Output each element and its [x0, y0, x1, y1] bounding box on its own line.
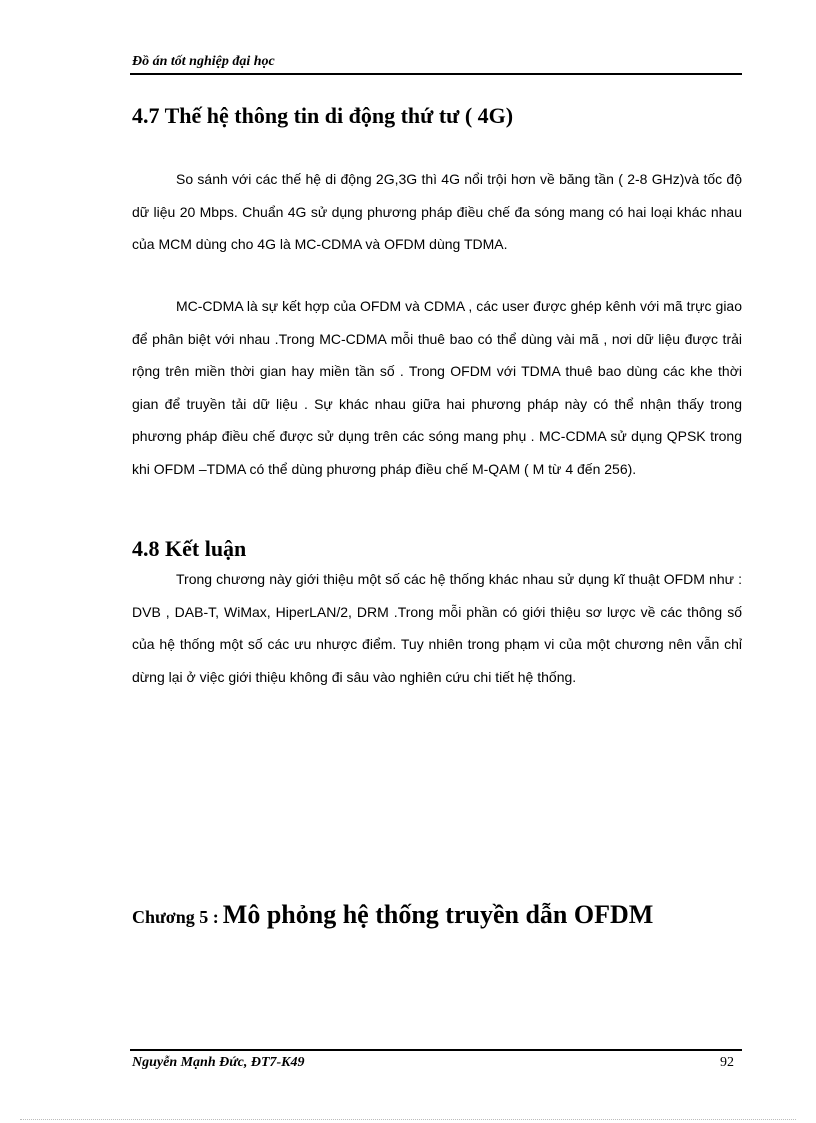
chapter-title: Mô phỏng hệ thống truyền dẫn OFDM [222, 900, 654, 929]
section-4-7-paragraph-2: MC-CDMA là sự kết hợp của OFDM và CDMA , các user được ghép kênh với mã trực giao để phân biệt với nhau .Trong MC-CDMA mỗi thuê bao có thể dùng vài mã , nơi dữ liệu được trải rộng trên miền thời gian hay miền tần số . Trong OFDM với TDMA thuê bao dùng các khe thời gian để truyền tải dữ liệu . Sự khác nhau giữa hai phương pháp này có thể nhận thấy trong phương pháp điều chế được sử dụng trên các sóng mang phụ . MC-CDMA sử dụng QPSK trong khi OFDM –TDMA có thể dùng phương pháp điều chế M-QAM ( M từ 4 đến 256). [132, 298, 742, 477]
section-4-7-heading: 4.7 Thế hệ thông tin di động thứ tư ( 4G) [132, 103, 514, 128]
page-number: 92 [720, 1055, 734, 1070]
footer-author: Nguyễn Mạnh Đức, ĐT7-K49 [132, 1055, 305, 1070]
chapter-label: Chương 5 : [132, 907, 219, 927]
page-edge-divider [20, 1119, 796, 1120]
section-4-8-heading: 4.8 Kết luận [132, 536, 247, 561]
section-4-7-paragraph-1: So sánh với các thế hệ di động 2G,3G thì 4G nổi trội hơn về băng tần ( 2-8 GHz)và tốc độ dữ liệu 20 Mbps. Chuẩn 4G sử dụng phương pháp điều chế đa sóng mang có hai loại khác nhau của MCM dùng cho 4G là MC-CDMA và OFDM dùng TDMA. [132, 171, 742, 252]
section-4-8-paragraph: Trong chương này giới thiệu một số các hệ thống khác nhau sử dụng kĩ thuật OFDM như : DVB , DAB-T, WiMax, HiperLAN/2, DRM .Trong mỗi phần có giới thiệu sơ lược về các thông số của hệ thống một số các ưu nhược điểm. Tuy nhiên trong phạm vi của một chương nên vẫn chỉ dừng lại ở việc giới thiệu không đi sâu vào nghiên cứu chi tiết hệ thống. [132, 571, 742, 685]
chapter-heading [132, 900, 653, 930]
footer-divider [130, 1049, 742, 1051]
header-divider [130, 73, 742, 75]
running-header: Đồ án tốt nghiệp đại học [132, 54, 275, 69]
